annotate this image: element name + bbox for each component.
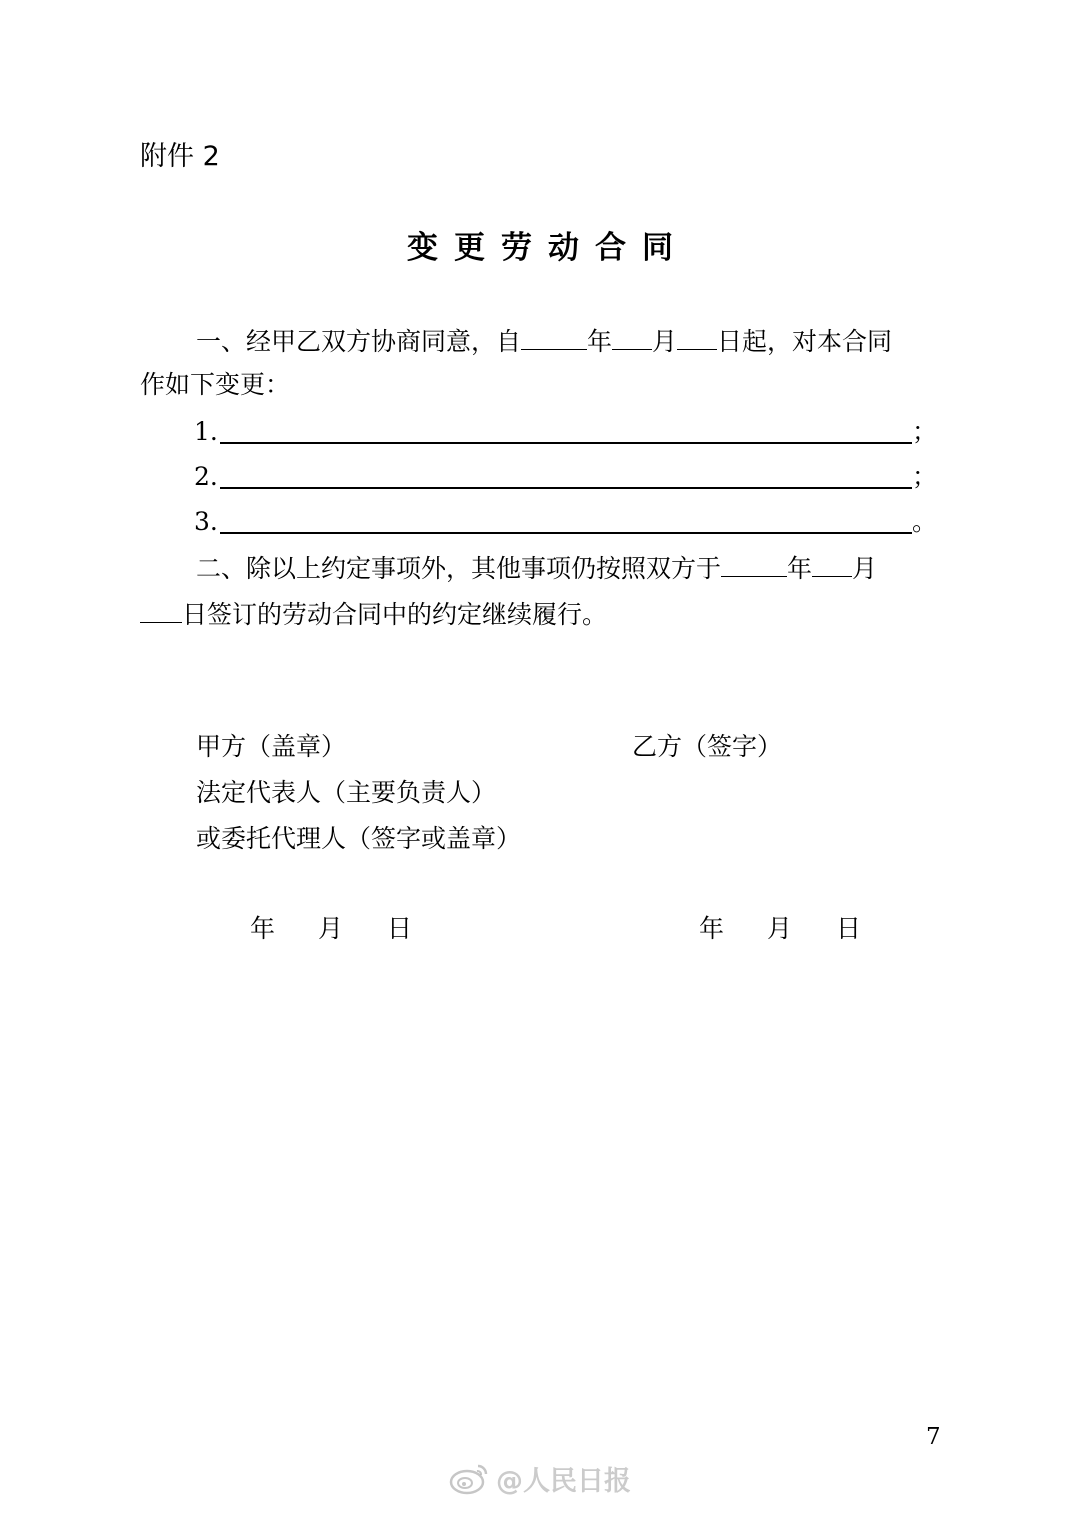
clause-2-year-blank[interactable]: [721, 550, 787, 577]
authorized-agent: 或委托代理人（签字或盖章）: [196, 824, 522, 853]
clause-2-line-2: [140, 596, 607, 632]
clause-1-year: 年: [587, 327, 613, 356]
year-blank[interactable]: [521, 323, 587, 350]
day-blank[interactable]: [677, 323, 717, 350]
item-1-number: 1.: [194, 417, 218, 446]
item-2-number: 2.: [194, 462, 218, 491]
watermark: [448, 1458, 631, 1498]
page-number: 7: [926, 1424, 941, 1450]
clause-1-day-suffix: 日起，对本合同: [717, 327, 893, 356]
item-2-end: ；: [912, 462, 938, 491]
item-3-end: 。: [912, 507, 938, 536]
item-3-number: 3.: [194, 507, 218, 536]
clause-1-line-2: 作如下变更：: [140, 370, 291, 399]
party-a-date-day: 日: [387, 914, 413, 943]
weibo-icon: [448, 1460, 490, 1496]
month-blank[interactable]: [612, 323, 652, 350]
clause-2-year: 年: [787, 554, 813, 583]
party-b-date-year: 年: [699, 914, 725, 943]
clause-2-day-blank[interactable]: [140, 596, 182, 623]
clause-1-line-1: [196, 323, 892, 359]
item-1-end: ；: [912, 417, 938, 446]
clause-1-month: 月: [652, 327, 678, 356]
legal-representative: 法定代表人（主要负责人）: [196, 778, 497, 807]
party-b-date-day: 日: [836, 914, 862, 943]
clause-2-line-2-text: 日签订的劳动合同中的约定继续履行。: [182, 600, 608, 629]
attachment-label: 附件 2: [140, 141, 220, 172]
item-2-blank[interactable]: [220, 486, 912, 489]
clause-2-month: 月: [852, 554, 878, 583]
clause-2-month-blank[interactable]: [812, 550, 852, 577]
clause-2-text: 二、除以上约定事项外，其他事项仍按照双方于: [196, 554, 722, 583]
clause-1-text: 一、经甲乙双方协商同意，自: [196, 327, 522, 356]
party-a-date-year: 年: [250, 914, 276, 943]
party-a-seal: 甲方（盖章）: [196, 732, 347, 761]
watermark-text: @人民日报: [496, 1465, 631, 1497]
item-1-blank[interactable]: [220, 441, 912, 444]
party-b-date-month: 月: [767, 914, 793, 943]
clause-2-line-1: [196, 550, 877, 586]
item-3-blank[interactable]: [220, 531, 912, 534]
document-title: 变更劳动合同: [407, 230, 689, 266]
party-a-date-month: 月: [318, 914, 344, 943]
party-b-signature: 乙方（签字）: [632, 732, 783, 761]
